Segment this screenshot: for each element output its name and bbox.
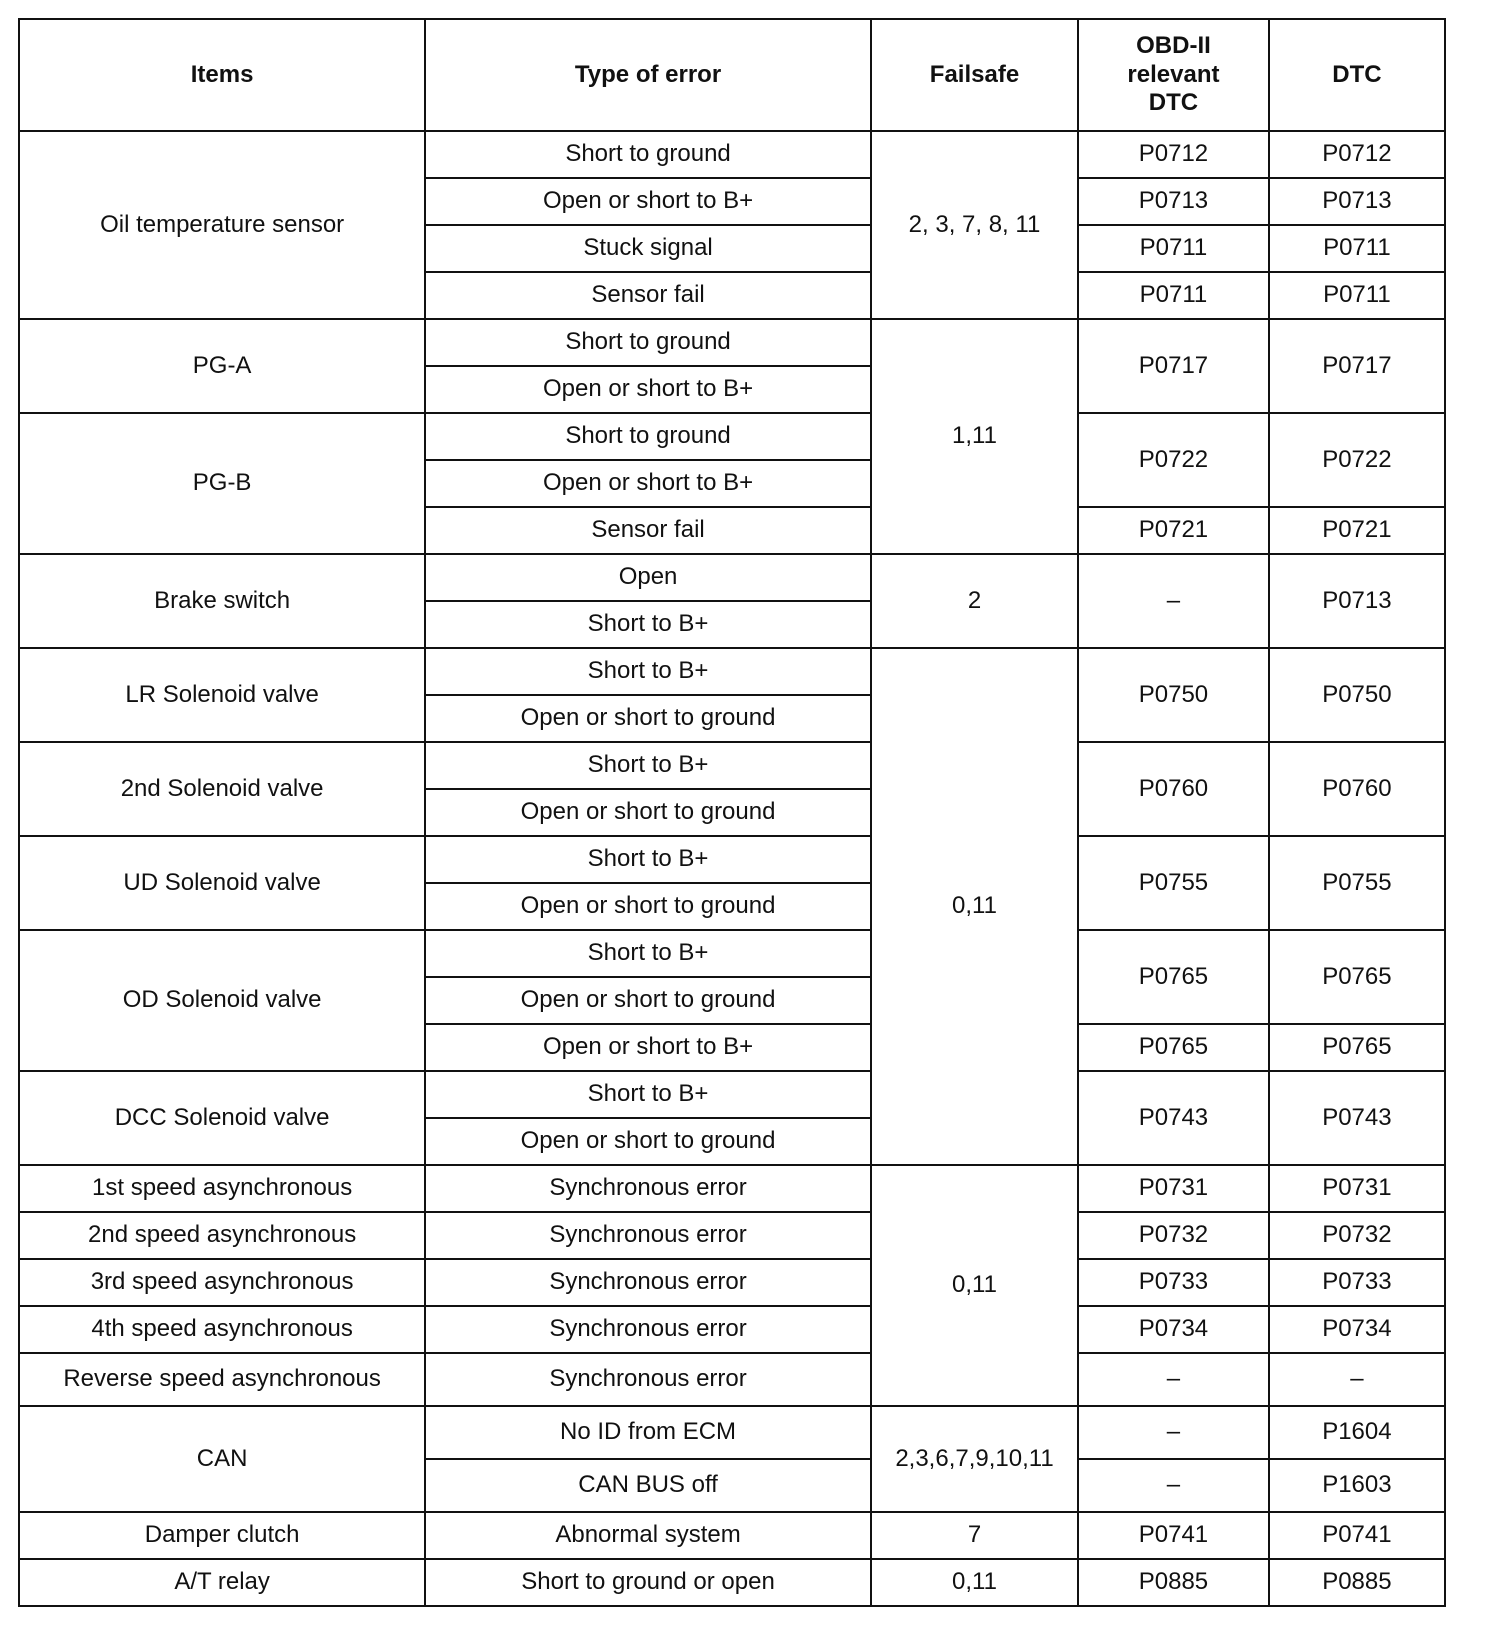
item-cell: A/T relay [19, 1559, 425, 1606]
table-row [19, 1212, 1445, 1259]
obd-cell: P0722 [1078, 413, 1269, 507]
table-row [19, 1071, 1445, 1118]
error-cell: Open or short to ground [425, 883, 871, 930]
obd-cell: P0734 [1078, 1306, 1269, 1353]
dtc-cell: P0711 [1269, 225, 1445, 272]
obd-cell: P0755 [1078, 836, 1269, 930]
dtc-table [18, 18, 1446, 1607]
error-cell: No ID from ECM [425, 1406, 871, 1459]
error-cell: Sensor fail [425, 507, 871, 554]
obd-cell: P0721 [1078, 507, 1269, 554]
error-cell: Open or short to B+ [425, 460, 871, 507]
dtc-cell: P0713 [1269, 554, 1445, 648]
table-row [19, 1559, 1445, 1606]
obd-cell: – [1078, 1406, 1269, 1459]
item-cell: UD Solenoid valve [19, 836, 425, 930]
table-row [19, 1512, 1445, 1559]
dtc-cell: P0755 [1269, 836, 1445, 930]
obd-cell: P0712 [1078, 131, 1269, 178]
table-row [19, 1259, 1445, 1306]
header-obd-relevant-dtc [1078, 19, 1269, 131]
error-cell: Short to B+ [425, 930, 871, 977]
error-cell: Sensor fail [425, 272, 871, 319]
error-cell: Short to B+ [425, 836, 871, 883]
dtc-cell: P0717 [1269, 319, 1445, 413]
error-cell: Synchronous error [425, 1353, 871, 1406]
dtc-cell: P0734 [1269, 1306, 1445, 1353]
dtc-cell: P0765 [1269, 1024, 1445, 1071]
error-cell: Abnormal system [425, 1512, 871, 1559]
table-row [19, 1353, 1445, 1406]
dtc-cell: P0760 [1269, 742, 1445, 836]
table-row [19, 930, 1445, 977]
obd-cell: P0885 [1078, 1559, 1269, 1606]
item-cell: PG-B [19, 413, 425, 554]
error-cell: Synchronous error [425, 1212, 871, 1259]
error-cell: Open [425, 554, 871, 601]
error-cell: Synchronous error [425, 1165, 871, 1212]
dtc-cell: P0711 [1269, 272, 1445, 319]
table-row [19, 131, 1445, 178]
header-obd-line3: DTC [1148, 89, 1199, 117]
dtc-cell: P0743 [1269, 1071, 1445, 1165]
failsafe-cell: 0,11 [871, 648, 1078, 1165]
error-cell: Open or short to ground [425, 695, 871, 742]
failsafe-cell: 2, 3, 7, 8, 11 [871, 131, 1078, 319]
error-cell: Short to ground [425, 131, 871, 178]
header-obd-line1: OBD-II [1136, 31, 1211, 59]
item-cell: OD Solenoid valve [19, 930, 425, 1071]
obd-cell: P0731 [1078, 1165, 1269, 1212]
obd-cell: P0765 [1078, 930, 1269, 1024]
item-cell: LR Solenoid valve [19, 648, 425, 742]
item-cell: 2nd speed asynchronous [19, 1212, 425, 1259]
item-cell: Oil temperature sensor [19, 131, 425, 319]
obd-cell: P0765 [1078, 1024, 1269, 1071]
dtc-cell: – [1269, 1353, 1445, 1406]
failsafe-cell: 2 [871, 554, 1078, 648]
item-cell: Reverse speed asynchronous [19, 1353, 425, 1406]
item-cell: 2nd Solenoid valve [19, 742, 425, 836]
dtc-cell: P0722 [1269, 413, 1445, 507]
error-cell: Open or short to B+ [425, 366, 871, 413]
item-cell: Damper clutch [19, 1512, 425, 1559]
header-items: Items [19, 19, 425, 131]
dtc-cell: P0732 [1269, 1212, 1445, 1259]
dtc-cell: P0712 [1269, 131, 1445, 178]
failsafe-cell: 1,11 [871, 319, 1078, 554]
error-cell: Short to B+ [425, 648, 871, 695]
table-row [19, 413, 1445, 460]
dtc-cell: P0733 [1269, 1259, 1445, 1306]
obd-cell: – [1078, 1459, 1269, 1512]
error-cell: Short to ground [425, 319, 871, 366]
table-row [19, 319, 1445, 366]
obd-cell: P0717 [1078, 319, 1269, 413]
error-cell: Synchronous error [425, 1306, 871, 1353]
error-cell: Open or short to B+ [425, 178, 871, 225]
error-cell: Short to ground [425, 413, 871, 460]
table-row [19, 648, 1445, 695]
obd-cell: P0713 [1078, 178, 1269, 225]
item-cell: PG-A [19, 319, 425, 413]
obd-cell: P0743 [1078, 1071, 1269, 1165]
obd-cell: P0750 [1078, 648, 1269, 742]
header-failsafe: Failsafe [871, 19, 1078, 131]
obd-cell: P0760 [1078, 742, 1269, 836]
error-cell: Short to B+ [425, 1071, 871, 1118]
error-cell: Open or short to B+ [425, 1024, 871, 1071]
header-row [19, 19, 1445, 131]
obd-cell: P0741 [1078, 1512, 1269, 1559]
item-cell: Brake switch [19, 554, 425, 648]
obd-cell: P0732 [1078, 1212, 1269, 1259]
error-cell: CAN BUS off [425, 1459, 871, 1512]
dtc-cell: P0741 [1269, 1512, 1445, 1559]
obd-cell: – [1078, 1353, 1269, 1406]
table-row [19, 1406, 1445, 1459]
obd-cell: P0711 [1078, 225, 1269, 272]
table-row [19, 836, 1445, 883]
error-cell: Short to ground or open [425, 1559, 871, 1606]
obd-cell: – [1078, 554, 1269, 648]
failsafe-cell: 0,11 [871, 1559, 1078, 1606]
failsafe-cell: 2,3,6,7,9,10,11 [871, 1406, 1078, 1512]
error-cell: Open or short to ground [425, 789, 871, 836]
header-dtc: DTC [1269, 19, 1445, 131]
item-cell: 1st speed asynchronous [19, 1165, 425, 1212]
obd-cell: P0733 [1078, 1259, 1269, 1306]
dtc-cell: P0731 [1269, 1165, 1445, 1212]
dtc-cell: P1604 [1269, 1406, 1445, 1459]
table-row [19, 1306, 1445, 1353]
dtc-cell: P1603 [1269, 1459, 1445, 1512]
error-cell: Stuck signal [425, 225, 871, 272]
dtc-cell: P0765 [1269, 930, 1445, 1024]
header-obd-line2: relevant [1127, 60, 1220, 88]
error-cell: Short to B+ [425, 601, 871, 648]
failsafe-cell: 0,11 [871, 1165, 1078, 1406]
error-cell: Open or short to ground [425, 1118, 871, 1165]
item-cell: DCC Solenoid valve [19, 1071, 425, 1165]
error-cell: Synchronous error [425, 1259, 871, 1306]
obd-cell: P0711 [1078, 272, 1269, 319]
failsafe-cell: 7 [871, 1512, 1078, 1559]
dtc-cell: P0885 [1269, 1559, 1445, 1606]
table-row [19, 554, 1445, 601]
item-cell: 4th speed asynchronous [19, 1306, 425, 1353]
error-cell: Open or short to ground [425, 977, 871, 1024]
item-cell: CAN [19, 1406, 425, 1512]
dtc-cell: P0721 [1269, 507, 1445, 554]
dtc-cell: P0750 [1269, 648, 1445, 742]
table-row [19, 1165, 1445, 1212]
dtc-cell: P0713 [1269, 178, 1445, 225]
header-type-of-error: Type of error [425, 19, 871, 131]
table-row [19, 742, 1445, 789]
error-cell: Short to B+ [425, 742, 871, 789]
item-cell: 3rd speed asynchronous [19, 1259, 425, 1306]
